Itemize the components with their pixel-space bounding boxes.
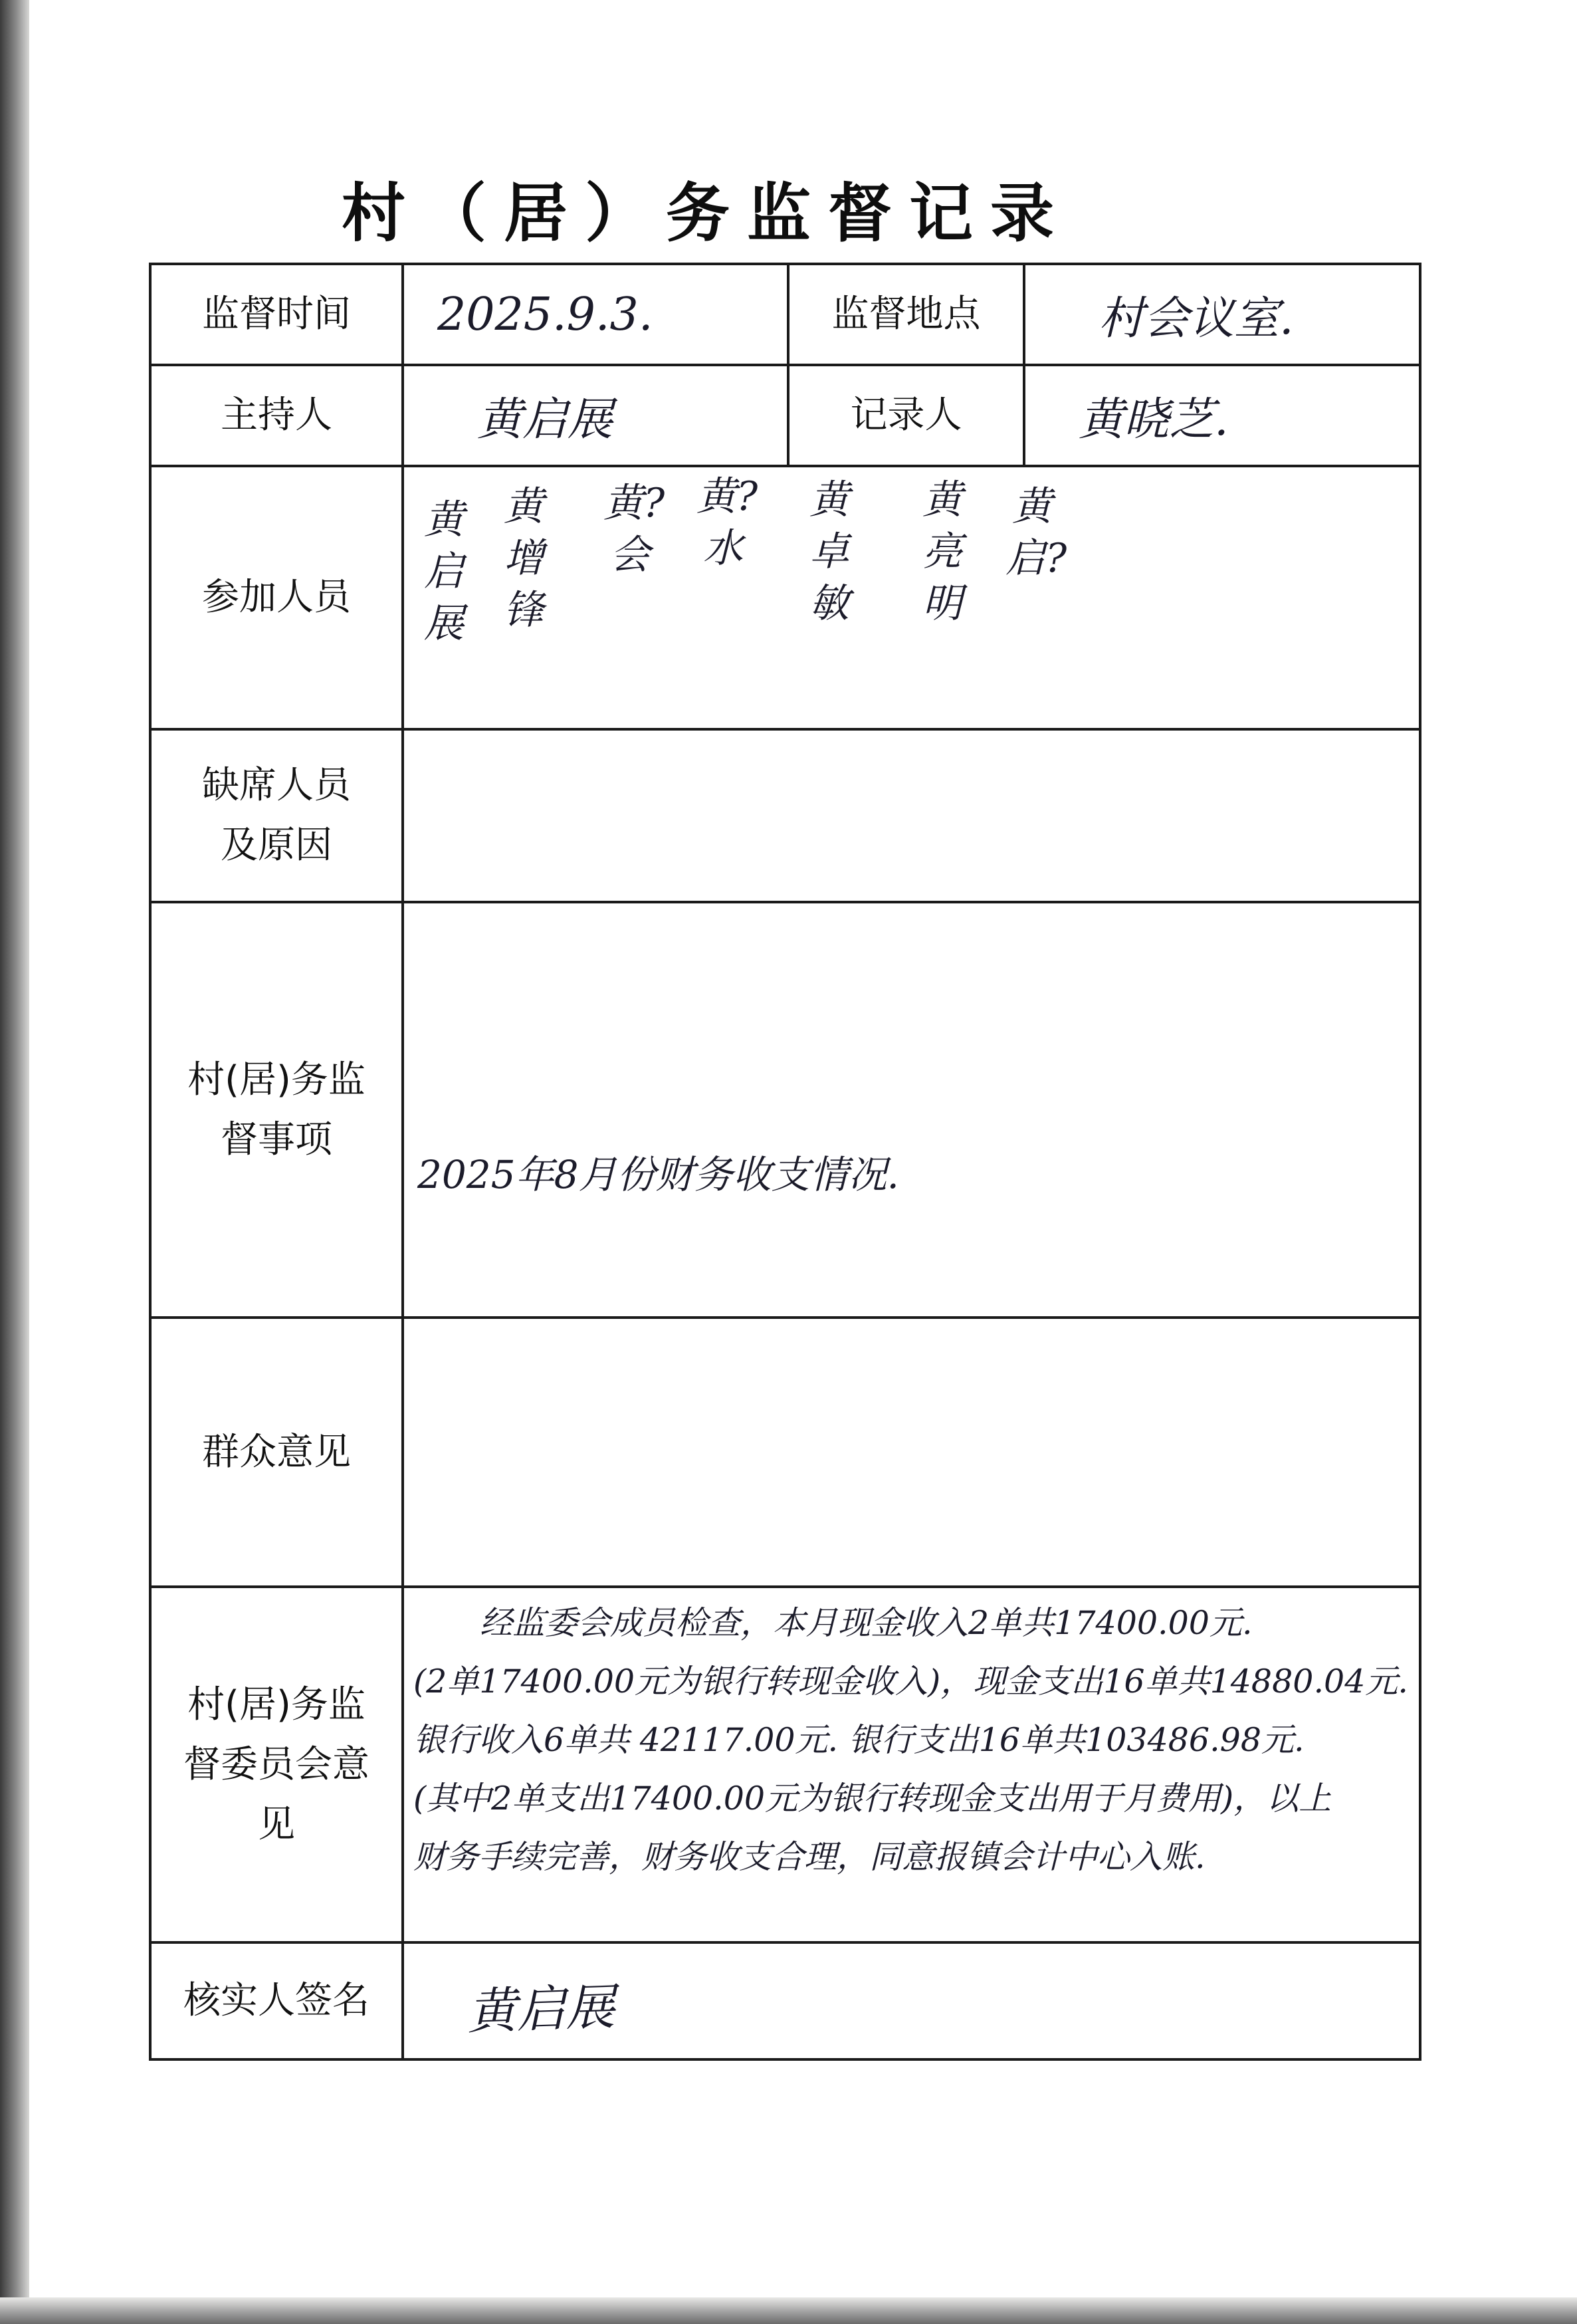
attendee-signature: 黄卓敏 xyxy=(809,477,849,627)
opinion-line: (2单17400.00元为银行转现金收入)，现金支出16单共14880.04元. xyxy=(413,1662,1408,1700)
attendee-signature: 黄启? xyxy=(1005,483,1067,582)
attendee-signatures xyxy=(404,467,1089,728)
attendee-signature: 黄?会 xyxy=(603,480,665,578)
label-absent xyxy=(150,729,403,902)
handwritten-recorder: 黄晓芝. xyxy=(1079,393,1229,446)
value-public-opinion xyxy=(403,1318,1420,1587)
label-host: 主持人 xyxy=(150,365,403,466)
attendee-signature: 黄亮明 xyxy=(922,477,962,627)
label-public-opinion: 群众意见 xyxy=(150,1318,403,1587)
row-attendees xyxy=(150,466,1420,729)
supervision-record-table xyxy=(149,263,1421,2061)
label-recorder: 记录人 xyxy=(788,365,1024,466)
value-supervision-time xyxy=(403,264,788,365)
value-supervision-location xyxy=(1024,264,1420,365)
value-recorder xyxy=(1024,365,1420,466)
value-absent xyxy=(403,729,1420,902)
row-host-recorder xyxy=(150,365,1420,466)
document-page xyxy=(29,0,1577,2297)
handwritten-time: 2025.9.3. xyxy=(437,288,653,341)
opinion-line: 经监委会成员检查，本月现金收入2单共17400.00元. xyxy=(480,1603,1253,1642)
book-spine-shadow xyxy=(0,0,29,2324)
page-bottom-shadow xyxy=(0,2297,1577,2324)
value-committee-opinion xyxy=(403,1587,1420,1942)
label-matters xyxy=(150,902,403,1318)
value-verifier xyxy=(403,1942,1420,2059)
attendee-signature: 黄?水 xyxy=(696,473,758,572)
label-verifier: 核实人签名 xyxy=(150,1942,403,2059)
label-committee-opinion-text: 村(居)务监督委员会意见 xyxy=(183,1683,369,1846)
verifier-signature: 黄启展 xyxy=(466,1978,616,2041)
handwritten-committee-opinion xyxy=(413,1594,1420,1887)
label-absent-text: 缺席人员及原因 xyxy=(202,764,351,867)
row-absent xyxy=(150,729,1420,902)
opinion-line: 银行收入6单共 42117.00元. 银行支出16单共103486.98元. xyxy=(413,1720,1305,1759)
value-attendees xyxy=(403,466,1420,729)
value-host xyxy=(403,365,788,466)
label-supervision-location: 监督地点 xyxy=(788,264,1024,365)
attendee-signature: 黄增锋 xyxy=(504,483,544,634)
row-committee-opinion xyxy=(150,1587,1420,1942)
row-matters xyxy=(150,902,1420,1318)
value-matters xyxy=(403,902,1420,1318)
opinion-line: (其中2单支出17400.00元为银行转现金支出用于月费用)，以上 xyxy=(413,1779,1332,1817)
row-verifier xyxy=(150,1942,1420,2059)
row-time-location xyxy=(150,264,1420,365)
handwritten-matters: 2025年8月份财务收支情况. xyxy=(417,1151,899,1197)
handwritten-location: 村会议室. xyxy=(1099,292,1294,345)
label-committee-opinion xyxy=(150,1587,403,1942)
handwritten-host: 黄启展 xyxy=(477,393,613,446)
row-public-opinion xyxy=(150,1318,1420,1587)
label-supervision-time: 监督时间 xyxy=(150,264,403,365)
attendee-signature: 黄启展 xyxy=(424,497,464,647)
opinion-line: 财务手续完善，财务收支合理，同意报镇会计中心入账. xyxy=(413,1837,1206,1876)
label-attendees: 参加人员 xyxy=(150,466,403,729)
form-title: 村（居）务监督记录 xyxy=(342,175,1071,251)
label-matters-text: 村(居)务监督事项 xyxy=(187,1058,366,1161)
